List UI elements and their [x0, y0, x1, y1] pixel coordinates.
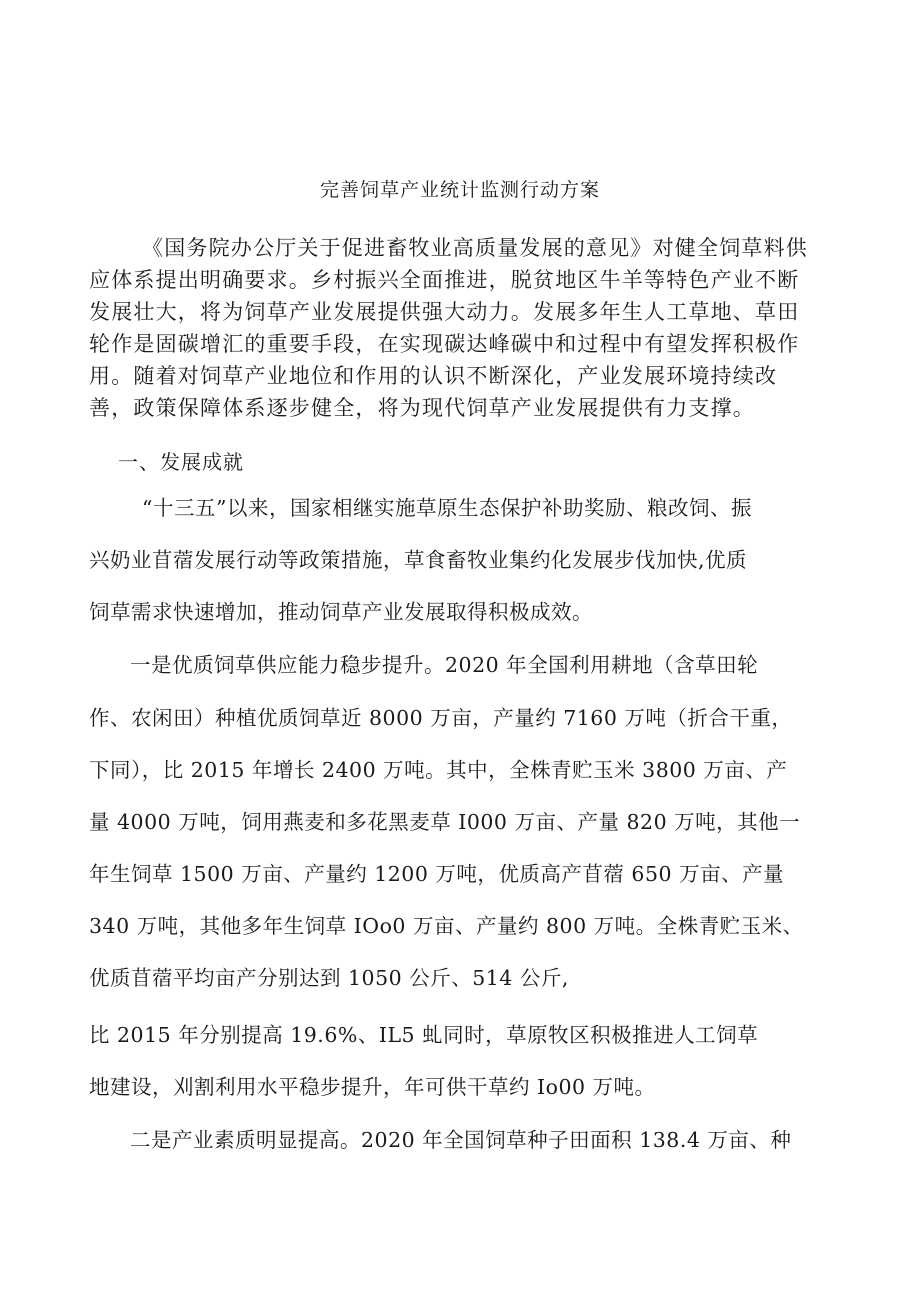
paragraph-line: 地建设，刈割利用水平稳步提升，年可供干草约 Io00 万吨。: [89, 1075, 656, 1099]
paragraph-line: 二是产业素质明显提高。2020 年全国饲草种子田面积 138.4 万亩、种: [130, 1128, 792, 1152]
paragraph-line: 一是优质饲草供应能力稳步提升。2020 年全国利用耕地（含草田轮: [130, 653, 759, 677]
paragraph-line: 饲草需求快速增加，推动饲草产业发展取得积极成效。: [89, 600, 593, 624]
paragraph-line: “十三五”以来，国家相继实施草原生态保护补助奖励、粮改饲、振: [142, 496, 752, 520]
paragraph-line: 作、农闲田）种植优质饲草近 8000 万亩，产量约 7160 万吨（折合干重，: [89, 706, 793, 730]
intro-line: 发展壮大，将为饲草产业发展提供强大动力。发展多年生人工草地、草田: [89, 300, 800, 324]
paragraph-line: 下同），比 2015 年增长 2400 万吨。其中，全株青贮玉米 3800 万亩、产: [89, 758, 788, 782]
intro-line: 《国务院办公厅关于促进畜牧业高质量发展的意见》对健全饲草料供: [142, 236, 808, 260]
intro-line: 轮作是固碳增汇的重要手段，在实现碳达峰碳中和过程中有望发挥积极作: [89, 332, 800, 356]
intro-line: 应体系提出明确要求。乡村振兴全面推进，脱贫地区牛羊等特色产业不断: [89, 268, 800, 292]
document-title: 完善饲草产业统计监测行动方案: [319, 179, 600, 201]
paragraph-line: 340 万吨，其他多年生饲草 IOo0 万亩、产量约 800 万吨。全株青贮玉米、: [89, 914, 804, 938]
paragraph-line: 量 4000 万吨，饲用燕麦和多花黑麦草 I000 万亩、产量 820 万吨，其他一: [89, 810, 801, 834]
paragraph-line: 年生饲草 1500 万亩、产量约 1200 万吨，优质高产苜蓿 650 万亩、产量: [89, 862, 785, 886]
paragraph-line: 比 2015 年分别提高 19.6%、IL5 虬同时，草原牧区积极推进人工饲草: [89, 1023, 759, 1047]
intro-line: 善，政策保障体系逐步健全，将为现代饲草产业发展提供有力支撑。: [89, 396, 755, 420]
section-heading: 一、发展成就: [118, 450, 244, 474]
paragraph-line: 兴奶业苜蓿发展行动等政策措施，草食畜牧业集约化发展步伐加快,优质: [89, 548, 748, 572]
intro-line: 用。随着对饲草产业地位和作用的认识不断深化，产业发展环境持续改: [89, 364, 778, 388]
paragraph-line: 优质苜蓿平均亩产分别达到 1050 公斤、514 公斤,: [89, 966, 569, 990]
